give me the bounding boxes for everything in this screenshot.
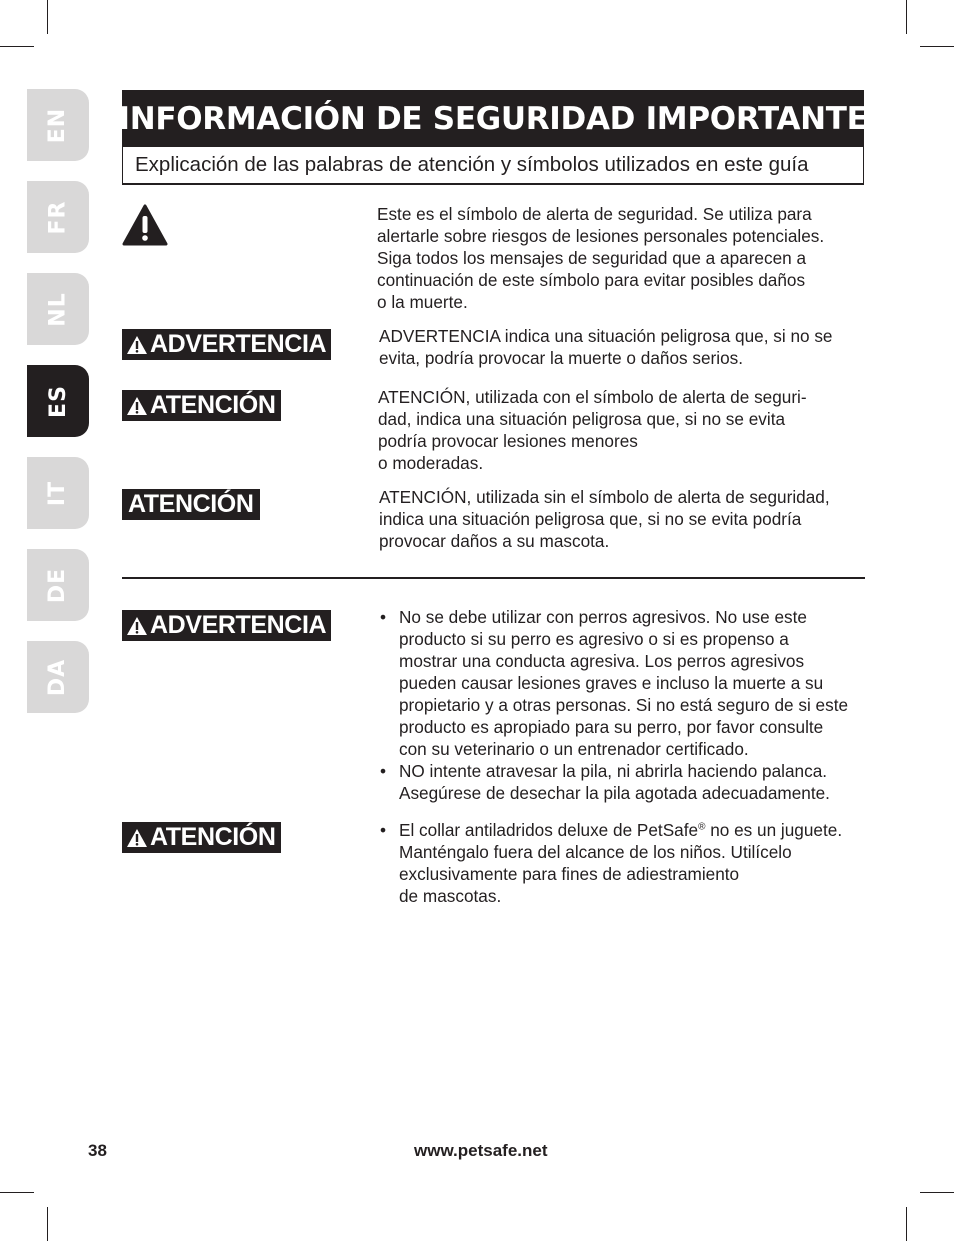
text-line: ADVERTENCIA indica una situación peligrosa que, si no se — [379, 326, 833, 346]
text-line: Asegúrese de desechar la pila agotada adecuadamente. — [399, 783, 830, 803]
atencion-symbol-label — [122, 390, 281, 421]
label-text: ADVERTENCIA — [150, 330, 327, 358]
text-line — [399, 819, 842, 841]
text-line: NO intente atravesar la pila, ni abrirla haciendo palanca. — [399, 761, 828, 781]
bullet-marker: • — [380, 820, 387, 840]
crop-mark — [906, 1207, 907, 1241]
registered-mark: ® — [698, 821, 706, 833]
bullet-marker: • — [380, 761, 387, 781]
tab-label: IT — [45, 480, 71, 506]
text-line: continuación de este símbolo para evitar posibles daños — [377, 270, 806, 290]
warning-advertencia-label — [122, 610, 331, 641]
crop-mark — [920, 46, 954, 47]
crop-mark — [0, 1192, 34, 1193]
label-text: ATENCIÓN — [150, 823, 276, 851]
alert-symbol-description — [377, 203, 824, 313]
label-text: ATENCIÓN — [150, 391, 276, 419]
page-number: 38 — [88, 1141, 107, 1160]
list-item — [378, 760, 848, 804]
warning-triangle-icon — [126, 828, 148, 848]
crop-mark — [920, 1192, 954, 1193]
text-line: o moderadas. — [378, 453, 484, 473]
text-line: provocar daños a su mascota. — [379, 531, 610, 551]
text-line: de mascotas. — [399, 886, 502, 906]
tab-label: EN — [45, 107, 71, 143]
tab-da[interactable] — [27, 641, 89, 713]
advertencia-bullet-list — [378, 606, 848, 804]
bullet-marker: • — [380, 607, 387, 627]
text-line: ATENCIÓN, utilizada con el símbolo de alerta de seguri- — [378, 387, 807, 407]
crop-mark — [0, 46, 34, 47]
text-line: Siga todos los mensajes de seguridad que a aparecen a — [377, 248, 807, 268]
warning-triangle-icon — [126, 616, 148, 636]
text-fragment: El collar antiladridos deluxe de PetSafe — [399, 820, 699, 840]
label-text: ADVERTENCIA — [150, 611, 327, 639]
crop-mark — [47, 1207, 48, 1241]
text-line: evita, podría provocar la muerte o daños serios. — [379, 348, 743, 368]
text-line: propietario y a otras personas. Si no está seguro de si este — [399, 695, 849, 715]
text-fragment: no es un juguete. — [705, 820, 843, 840]
text-line: Manténgalo fuera del alcance de los niños. Utilícelo — [399, 842, 792, 862]
warning-triangle-icon — [126, 335, 148, 355]
safety-alert-triangle-icon — [122, 204, 168, 246]
text-line: pueden causar lesiones graves e incluso la muerte a su — [399, 673, 824, 693]
atencion-bullet-list — [378, 819, 842, 907]
crop-mark — [47, 0, 48, 34]
tab-it[interactable] — [27, 457, 89, 529]
text-line: producto si su perro es agresivo o si es propenso a — [399, 629, 789, 649]
text-line: indica una situación peligrosa que, si no se evita podría — [379, 509, 802, 529]
text-line: podría provocar lesiones menores — [378, 431, 638, 451]
list-item — [378, 819, 842, 907]
tab-nl[interactable] — [27, 273, 89, 345]
website-link[interactable]: www.petsafe.net — [414, 1141, 548, 1160]
page-subtitle: Explicación de las palabras de atención y símbolos utilizados en este guía — [135, 153, 809, 176]
text-line: ATENCIÓN, utilizada sin el símbolo de alerta de seguridad, — [379, 487, 830, 507]
tab-fr[interactable] — [27, 181, 89, 253]
advertencia-description — [379, 325, 833, 369]
tab-es[interactable] — [27, 365, 89, 437]
text-line: producto es apropiado para su perro, por favor consulte — [399, 717, 824, 737]
page-title: INFORMACIÓN DE SEGURIDAD IMPORTANTE — [122, 90, 864, 147]
text-line: No se debe utilizar con perros agresivos. No use este — [399, 607, 807, 627]
list-item — [378, 606, 848, 760]
crop-mark — [906, 0, 907, 34]
atencion-plain-label — [122, 489, 260, 520]
section-divider — [122, 577, 865, 579]
text-line: o la muerte. — [377, 292, 468, 312]
tab-label: DE — [45, 567, 71, 603]
tab-label: FR — [45, 200, 71, 234]
text-line: exclusivamente para fines de adiestramiento — [399, 864, 740, 884]
tab-de[interactable] — [27, 549, 89, 621]
text-line: dad, indica una situación peligrosa que, si no se evita — [378, 409, 786, 429]
text-line: alertarle sobre riesgos de lesiones personales potenciales. — [377, 226, 825, 246]
tab-label: DA — [45, 658, 71, 696]
atencion-plain-description — [379, 486, 830, 552]
warning-atencion-label — [122, 822, 281, 853]
warning-triangle-icon — [126, 396, 148, 416]
tab-label: ES — [45, 384, 71, 418]
tab-label: NL — [45, 291, 71, 327]
advertencia-label — [122, 329, 331, 360]
subtitle-box — [122, 147, 864, 185]
text-line: mostrar una conducta agresiva. Los perros agresivos — [399, 651, 805, 671]
tab-en[interactable] — [27, 89, 89, 161]
label-text: ATENCIÓN — [128, 490, 254, 518]
atencion-symbol-description — [378, 386, 807, 474]
text-line: con su veterinario o un entrenador certificado. — [399, 739, 749, 759]
text-line: Este es el símbolo de alerta de seguridad. Se utiliza para — [377, 204, 812, 224]
